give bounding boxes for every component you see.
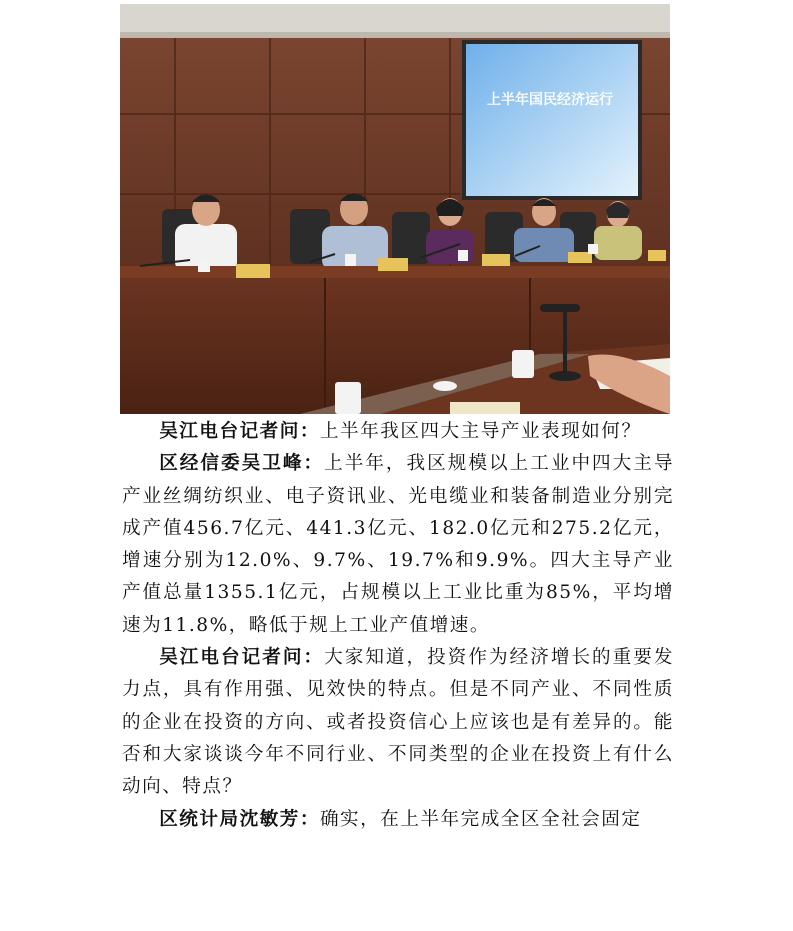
- press-conference-photo: [120, 4, 670, 414]
- screen-title: 上半年国民经济运行: [487, 92, 613, 108]
- speaker-label: 区经信委吴卫峰：: [159, 453, 325, 475]
- paragraph-text: 上半年，我区规模以上工业中四大主导产业丝绸纺织业、电子资讯业、光电缆业和装备制造业分别完成产值456.7亿元、441.3亿元、182.0亿元和275.2亿元，增速分别为12.0%、9.7%、19.7%和9.9%。四大主导产业产值总量1355.1亿元，占规模以上工业比重为85%，平均增速为11.8%，略低于规上工业产值增速。: [122, 453, 674, 636]
- paragraph-text: 确实，在上半年完成全区全社会固定: [319, 808, 642, 830]
- paragraph: [122, 804, 674, 836]
- speaker-label: 吴江电台记者问：: [159, 421, 320, 442]
- paragraph: [122, 642, 674, 803]
- paragraph: [122, 416, 674, 448]
- paragraph: [122, 448, 674, 642]
- paragraph-text: 上半年我区四大主导产业表现如何？: [319, 421, 642, 442]
- paragraph-text: 大家知道，投资作为经济增长的重要发力点，具有作用强、见效快的特点。但是不同产业、不同性质的企业在投资的方向、或者投资信心上应该也是有差异的。能否和大家谈谈今年不同行业、不同类型的企业在投资上有什么动向、特点？: [122, 647, 674, 798]
- article-body: [122, 416, 674, 836]
- speaker-label: 吴江电台记者问：: [159, 647, 325, 669]
- speaker-label: 区统计局沈敏芳：: [159, 808, 320, 830]
